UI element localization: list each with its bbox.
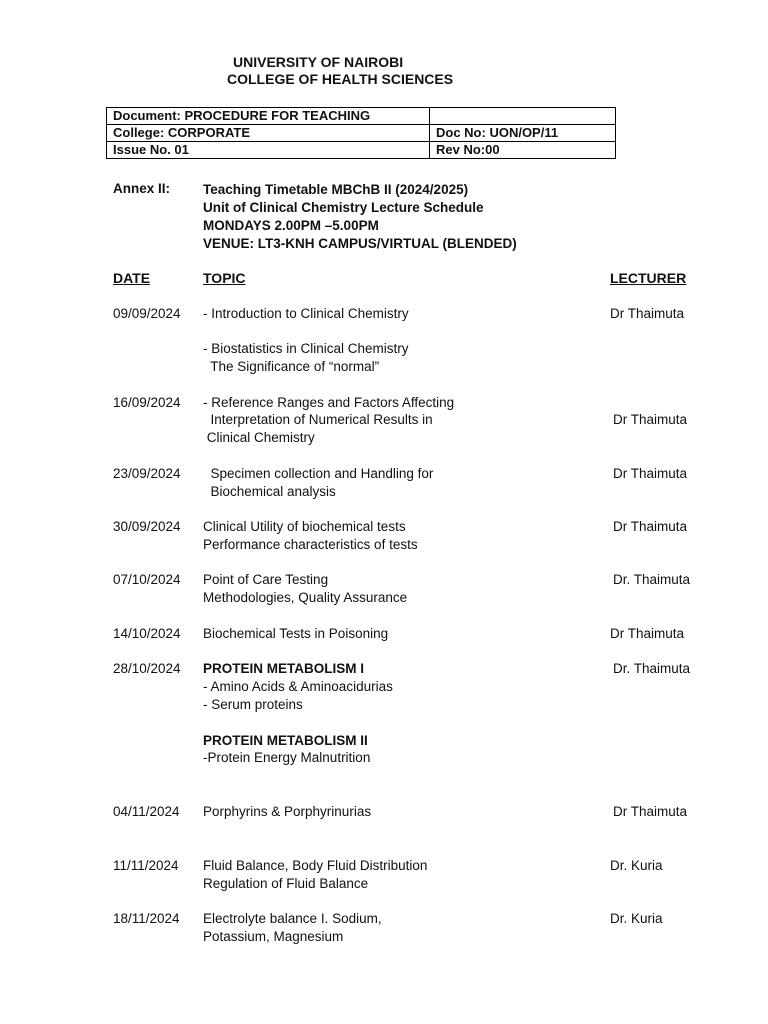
column-header-lecturer: LECTURER	[610, 270, 687, 286]
row-topic-line: Biochemical Tests in Poisoning	[203, 626, 389, 641]
row-lecturer: Dr Thaimuta	[613, 466, 688, 481]
row-topic-line: Porphyrins & Porphyrinurias	[203, 804, 372, 819]
annex-block	[203, 181, 517, 253]
document-meta-table	[106, 107, 616, 159]
row-topic-line: -Protein Energy Malnutrition	[203, 750, 371, 765]
column-header-topic: TOPIC	[203, 270, 246, 286]
row-date: 07/10/2024	[113, 572, 181, 587]
row-date: 18/11/2024	[113, 911, 180, 926]
row-date: 28/10/2024	[113, 661, 181, 676]
row-lecturer: Dr Thaimuta	[610, 306, 685, 321]
row-topic-line: Electrolyte balance I. Sodium,	[203, 911, 382, 926]
university-name: UNIVERSITY OF NAIROBI	[233, 54, 404, 70]
meta-issue-no: Issue No. 01	[107, 142, 430, 159]
row-topic-line: - Introduction to Clinical Chemistry	[203, 306, 409, 321]
annex-label: Annex II:	[113, 181, 171, 196]
row-lecturer: Dr. Thaimuta	[613, 572, 691, 587]
column-header-date: DATE	[113, 270, 151, 286]
row-topic-line: Point of Care Testing	[203, 572, 329, 587]
row-topic-heading: PROTEIN METABOLISM II	[203, 733, 368, 748]
college-name: COLLEGE OF HEALTH SCIENCES	[227, 71, 454, 87]
row-topic-line: Regulation of Fluid Balance	[203, 876, 369, 891]
row-topic-line: Interpretation of Numerical Results in	[203, 412, 433, 427]
row-date: 14/10/2024	[113, 626, 181, 641]
annex-line-venue: VENUE: LT3-KNH CAMPUS/VIRTUAL (BLENDED)	[203, 236, 517, 251]
meta-document: Document: PROCEDURE FOR TEACHING	[107, 108, 430, 125]
row-topic-line: Clinical Chemistry	[203, 430, 315, 445]
row-topic-line: - Amino Acids & Aminoacidurias	[203, 679, 393, 694]
row-topic-line: The Significance of “normal”	[203, 359, 380, 374]
row-topic-line: Performance characteristics of tests	[203, 537, 418, 552]
row-lecturer: Dr Thaimuta	[613, 804, 688, 819]
annex-line-time: MONDAYS 2.00PM –5.00PM	[203, 218, 379, 233]
row-date: 04/11/2024	[113, 804, 180, 819]
row-topic-line: - Reference Ranges and Factors Affecting	[203, 395, 455, 410]
row-date: 09/09/2024	[113, 306, 181, 321]
row-topic-line: Biochemical analysis	[203, 484, 336, 499]
row-topic-line: - Biostatistics in Clinical Chemistry	[203, 341, 409, 356]
row-lecturer: Dr Thaimuta	[610, 626, 685, 641]
annex-line-unit: Unit of Clinical Chemistry Lecture Schedule	[203, 200, 484, 215]
row-lecturer: Dr. Kuria	[610, 858, 663, 873]
row-date: 30/09/2024	[113, 519, 181, 534]
meta-empty-cell	[430, 108, 616, 125]
row-topic-heading: PROTEIN METABOLISM I	[203, 661, 364, 676]
row-lecturer: Dr Thaimuta	[613, 519, 688, 534]
row-topic-line: Specimen collection and Handling for	[203, 466, 434, 481]
row-topic-line: Fluid Balance, Body Fluid Distribution	[203, 858, 428, 873]
row-topic-line: Potassium, Magnesium	[203, 929, 344, 944]
row-lecturer: Dr Thaimuta	[613, 412, 688, 427]
meta-college: College: CORPORATE	[107, 125, 430, 142]
meta-doc-no: Doc No: UON/OP/11	[430, 125, 616, 142]
row-date: 23/09/2024	[113, 466, 181, 481]
row-topic-line: - Serum proteins	[203, 697, 303, 712]
row-topic-line: Methodologies, Quality Assurance	[203, 590, 408, 605]
row-date: 16/09/2024	[113, 395, 181, 410]
annex-line-title: Teaching Timetable MBChB II (2024/2025)	[203, 182, 469, 197]
row-lecturer: Dr. Kuria	[610, 911, 663, 926]
row-date: 11/11/2024	[113, 858, 179, 873]
row-topic-line: Clinical Utility of biochemical tests	[203, 519, 406, 534]
meta-rev-no: Rev No:00	[430, 142, 616, 159]
row-lecturer: Dr. Thaimuta	[613, 661, 691, 676]
